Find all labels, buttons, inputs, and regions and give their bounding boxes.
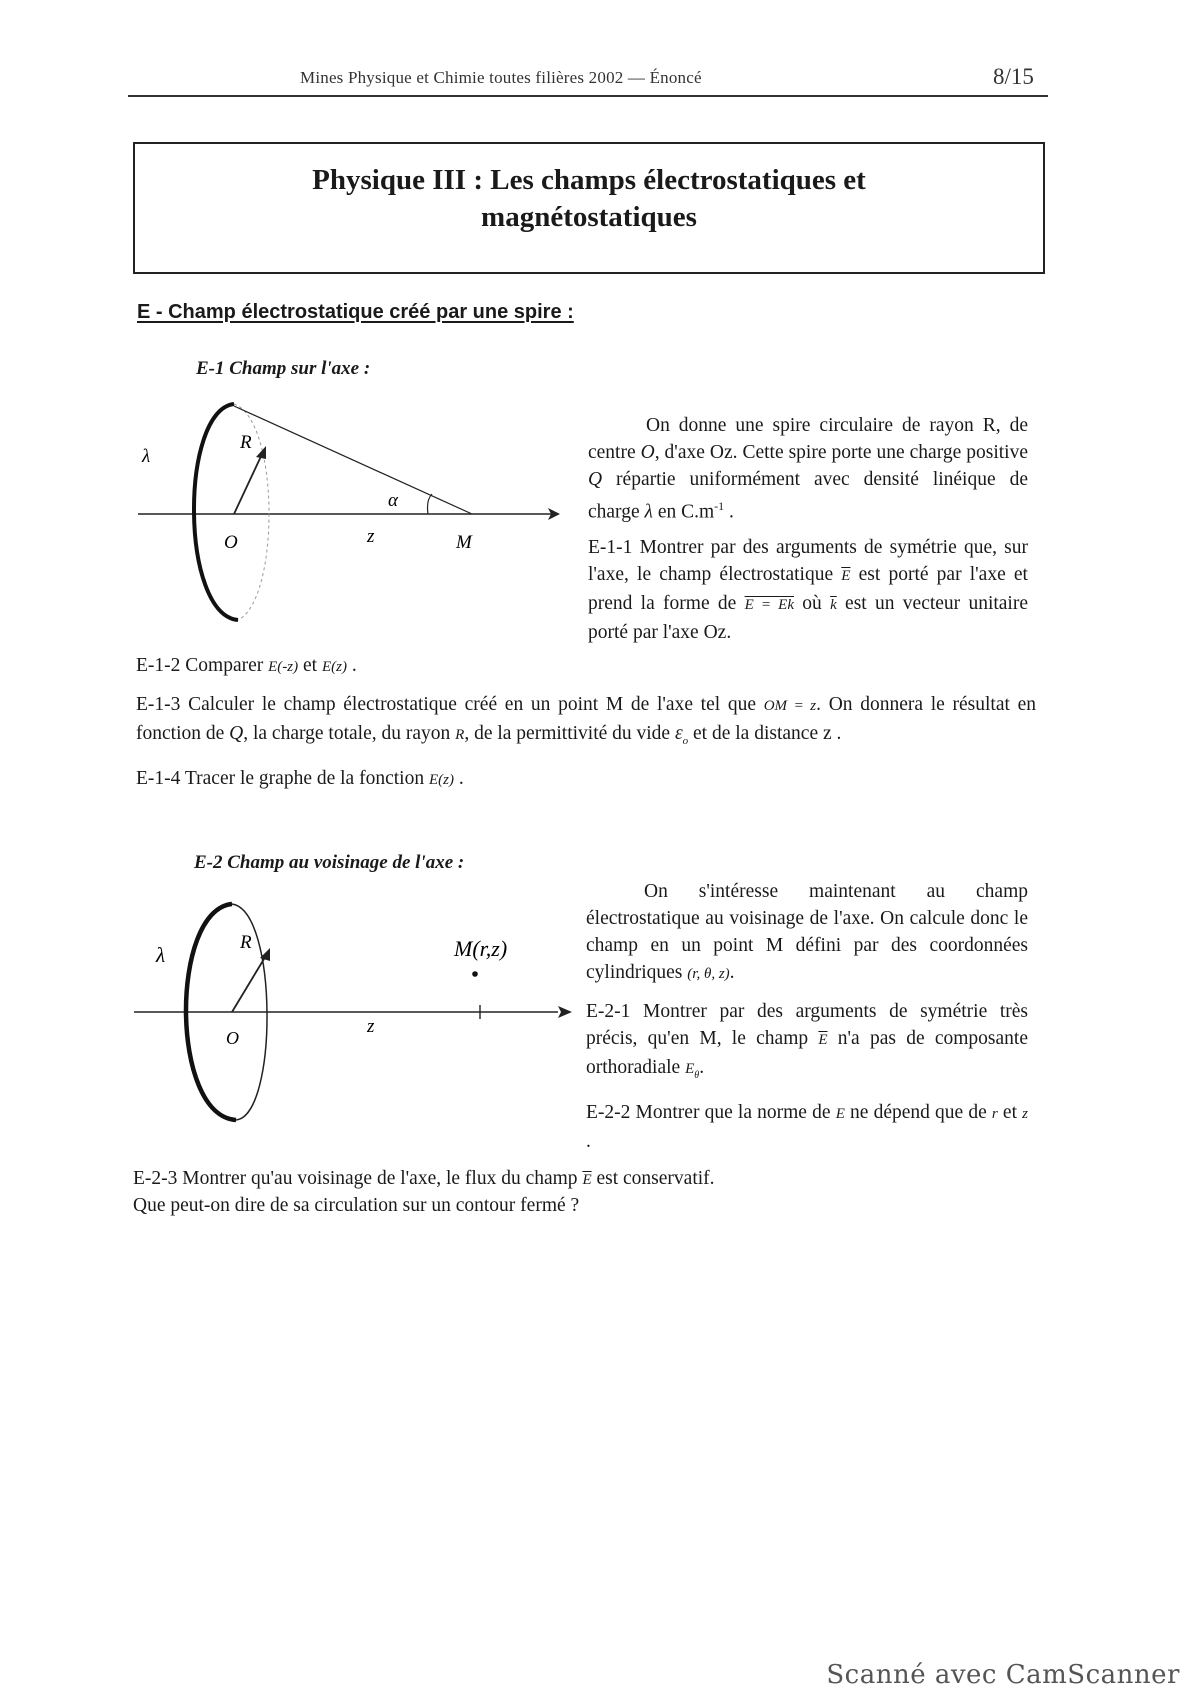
e2-q1-text-1: E-2-1 Montrer par des arguments de symétrie très précis, qu'en M, le champ	[586, 1001, 1028, 1049]
e2-point-M	[472, 971, 478, 977]
e1-q1-text-1: E-1-1 Montrer par des arguments de symétrie que, sur l'axe, le champ électrostatique	[588, 536, 1028, 585]
camscanner-watermark: Scanné avec CamScanner	[826, 1660, 1180, 1690]
e1-intro-text-2: , d'axe Oz. Cette spire porte une charge positive	[654, 442, 1028, 463]
e1-q3-text-4: , de la permittivité du vide	[464, 723, 675, 744]
e2-q3-block	[133, 1166, 1033, 1219]
e1-radius-arrowhead	[256, 446, 266, 459]
e1-intro-lambda: λ	[644, 501, 653, 523]
page-number: 8/15	[993, 64, 1034, 89]
e1-intro-O: O	[640, 442, 655, 463]
e1-label-R: R	[240, 432, 252, 453]
e2-q2-text-4: .	[586, 1130, 591, 1152]
e2-label-R: R	[240, 932, 252, 953]
e1-spire-front	[194, 404, 238, 620]
section-heading: E - Champ électrostatique créé par une spire :	[137, 301, 574, 323]
e1-q3-paragraph	[136, 691, 1036, 755]
e2-q1-text-3: .	[699, 1057, 705, 1078]
e2-q2-E: E	[835, 1105, 845, 1122]
e2-q1-Etheta: E	[685, 1061, 695, 1077]
e1-q4-text-1: E-1-4 Tracer le graphe de la fonction	[136, 767, 429, 789]
e1-q1-E: $\overline{E}$	[841, 567, 851, 584]
title-line-2: magnétostatiques	[481, 201, 697, 233]
e1-q4-Ez: E(z)	[428, 771, 454, 788]
e2-intro-coords: (r, θ, z)	[687, 966, 730, 982]
e1-q3-text-3: , la charge totale, du rayon	[243, 723, 456, 744]
e1-q3-text-5: et de la distance z .	[688, 723, 842, 744]
e1-angle-arc	[428, 494, 433, 514]
e1-q2-text-2: et	[298, 655, 322, 676]
e1-q1-k: $\overline{k}$	[830, 596, 837, 613]
title-line-1: Physique III : Les champs électrostatiques et	[312, 164, 866, 196]
e1-q2-paragraph	[136, 652, 1036, 681]
e2-q2-r: r	[991, 1105, 998, 1122]
e1-intro-exponent: -1	[714, 499, 725, 513]
e1-intro-Q: Q	[588, 469, 603, 490]
e2-q3-text-1: E-2-3 Montrer qu'au voisinage de l'axe, le flux du champ	[133, 1168, 583, 1189]
e1-q1-formula: E = Ek	[744, 596, 795, 613]
e1-q3-R: R	[455, 727, 465, 743]
e1-q4-paragraph	[136, 765, 1036, 794]
e2-intro-block	[586, 878, 1028, 1155]
e1-spire-figure	[130, 390, 570, 630]
e2-intro-paragraph	[586, 878, 1028, 988]
e1-questions-block	[136, 652, 1036, 794]
e1-q1-paragraph	[588, 534, 1028, 646]
e1-label-alpha: α	[388, 490, 398, 511]
e2-q3-text-2: est conservatif.	[591, 1168, 715, 1189]
e1-intro-text-1: On donne une spire circulaire de rayon R, de centre	[588, 415, 1028, 463]
e1-label-z: z	[367, 526, 375, 547]
e1-q3-epsilon-sub: o	[682, 734, 689, 747]
running-header: Mines Physique et Chimie toutes filières 2002 — Énoncé	[300, 68, 702, 87]
e1-label-O: O	[224, 532, 238, 553]
e2-intro-text-2: .	[729, 962, 735, 983]
e2-q2-z: z	[1022, 1105, 1028, 1122]
e1-q3-text-1: E-1-3 Calculer le champ électrostatique créé en un point M de l'axe tel que	[136, 694, 764, 715]
e1-label-lambda: λ	[142, 446, 151, 467]
e2-q2-paragraph	[586, 1099, 1028, 1155]
e1-label-M: M	[456, 532, 472, 553]
e1-q3-Q: Q	[229, 723, 244, 744]
title-box	[133, 142, 1045, 274]
e2-q1-paragraph	[586, 998, 1028, 1089]
e1-q3-OM: OM = z	[763, 698, 817, 714]
e1-q3-epsilon: ε	[674, 723, 683, 744]
e1-q1-text-2: est porté par l'axe et prend la forme de	[588, 563, 1028, 614]
e1-intro-block	[588, 412, 1028, 646]
e1-q4-text-2: .	[453, 767, 464, 789]
e1-intro-text-4: en C.m	[652, 501, 715, 523]
e2-q1-theta-sub: θ	[694, 1069, 700, 1081]
e2-q3-line-1	[133, 1166, 1033, 1193]
e2-q3-line-2: Que peut-on dire de sa circulation sur un contour fermé ?	[133, 1195, 580, 1216]
e1-intro-paragraph	[588, 412, 1028, 526]
e2-q3-E: $\overline{E}$	[582, 1172, 592, 1188]
e2-axis-arrowhead	[558, 1006, 572, 1018]
e2-heading: E-2 Champ au voisinage de l'axe :	[194, 852, 465, 873]
e2-label-z: z	[367, 1016, 375, 1037]
e2-q2-text-2: ne dépend que de	[844, 1101, 992, 1123]
e2-q2-text-3: et	[997, 1101, 1023, 1123]
e1-heading: E-1 Champ sur l'axe :	[196, 358, 371, 379]
header-rule	[128, 95, 1048, 97]
e2-q1-text-2: n'a pas de composante orthoradiale	[586, 1028, 1028, 1078]
e2-label-lambda: λ	[156, 943, 166, 967]
e2-radius-arrow	[232, 954, 267, 1012]
e2-q1-E: $\overline{E}$	[818, 1032, 828, 1048]
e1-q2-Ez: E(z)	[321, 659, 347, 675]
e2-q2-text-1: E-2-2 Montrer que la norme de	[586, 1101, 836, 1123]
e2-label-M: M(r,z)	[454, 936, 508, 961]
e1-intro-text-3: répartie uniformément avec densité linéique de charge	[588, 469, 1028, 523]
e1-intro-text-5: .	[724, 501, 734, 523]
e1-q1-text-4: est un vecteur unitaire porté par l'axe Oz.	[588, 592, 1029, 643]
e1-q3-text-2: . On donnera le résultat en fonction de	[136, 694, 1036, 744]
e1-q1-text-3: où	[794, 592, 831, 614]
e1-q2-text-3: .	[346, 655, 357, 676]
e2-intro-text-1: On s'intéresse maintenant au champ électrostatique au voisinage de l'axe. On calcule donc le champ en un point M défini par des coordonnées cylindriques	[586, 881, 1028, 983]
e2-spire-figure	[130, 884, 590, 1134]
e1-radius-arrow	[234, 452, 263, 514]
e1-line-to-M	[234, 406, 472, 514]
e1-q2-Eminusz: E(-z)	[268, 659, 299, 675]
e2-label-O: O	[226, 1028, 239, 1048]
e1-q2-text-1: E-1-2 Comparer	[136, 655, 269, 676]
